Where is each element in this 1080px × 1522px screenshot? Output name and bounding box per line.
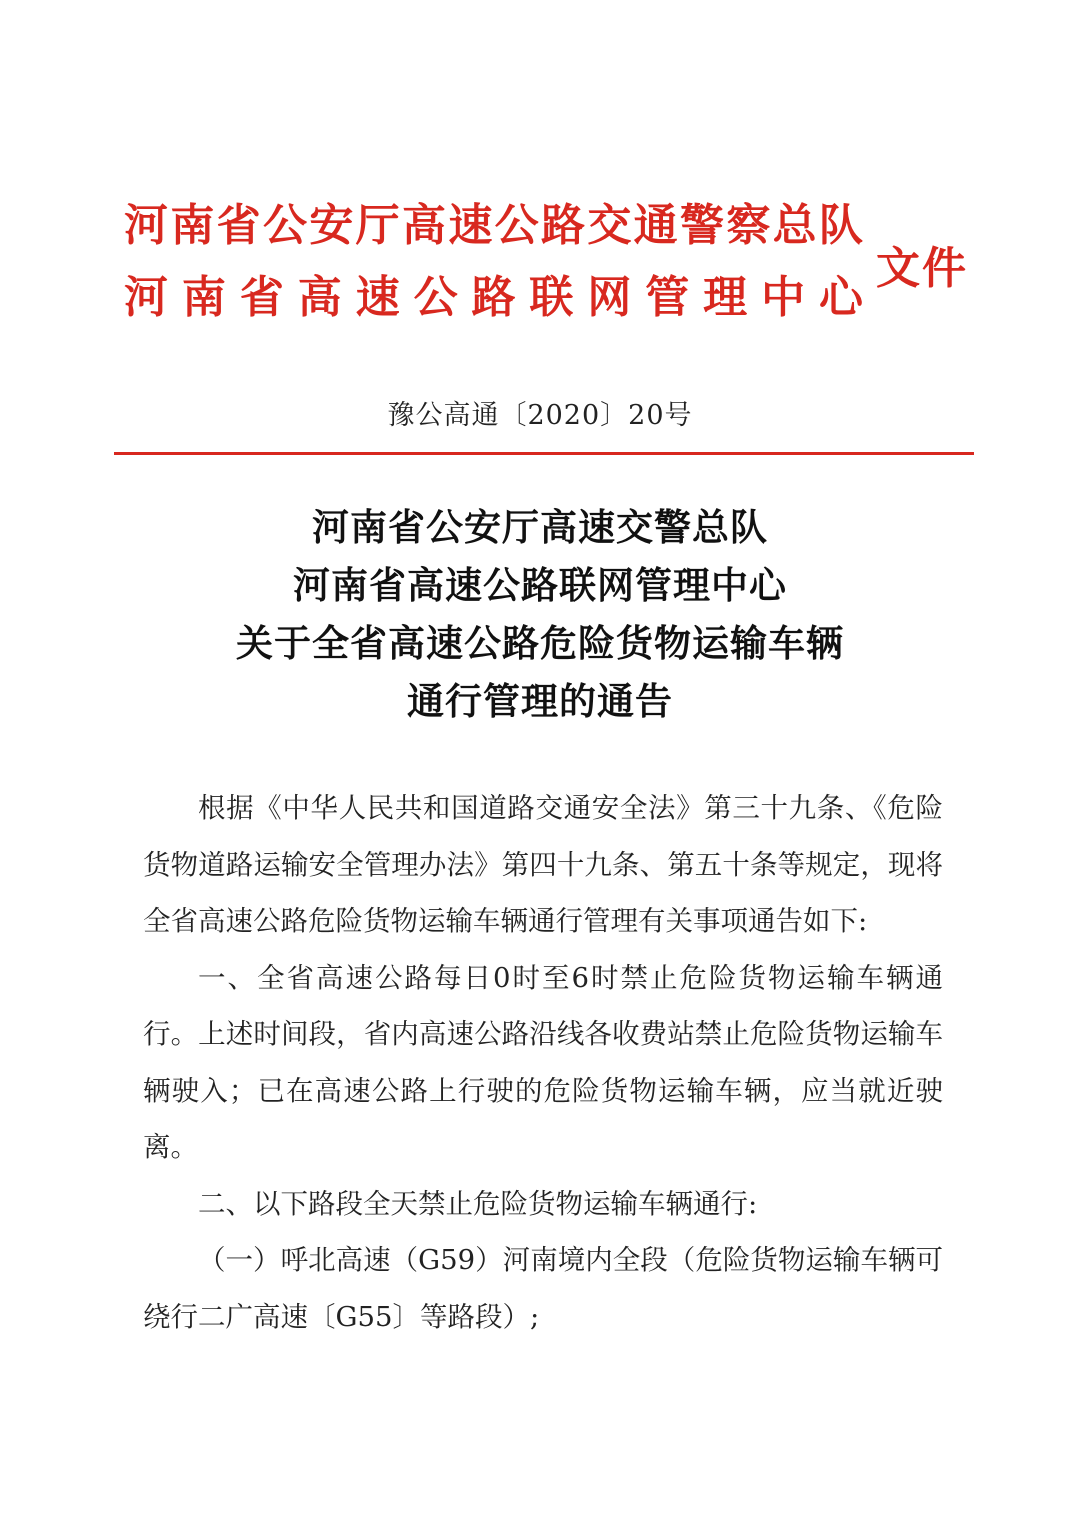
body-paragraph-preamble: 根据《中华人民共和国道路交通安全法》第三十九条、《危险货物道路运输安全管理办法》第四十九条、第五十条等规定，现将全省高速公路危险货物运输车辆通行管理有关事项通告如下:	[143, 792, 943, 937]
body-paragraph-item-1: 一、全省高速公路每日0时至6时禁止危险货物运输车辆通行。上述时间段，省内高速公路沿线各收费站禁止危险货物运输车辆驶入；已在高速公路上行驶的危险货物运输车辆，应当就近驶离。	[143, 961, 943, 1163]
notice-body	[143, 780, 943, 1345]
notice-title	[0, 498, 1080, 730]
title-line: 河南省高速公路联网管理中心	[293, 563, 787, 607]
body-paragraph-subitem-1: （一）呼北高速（G59）河南境内全段（危险货物运输车辆可绕行二广高速〔G55〕等路段）;	[143, 1244, 943, 1333]
document-header	[124, 200, 864, 324]
title-line: 关于全省高速公路危险货物运输车辆	[236, 621, 844, 665]
issuer-name-police: 河南省公安厅高速公路交通警察总队	[124, 200, 864, 251]
red-divider-line	[114, 452, 974, 455]
title-line: 通行管理的通告	[407, 679, 673, 723]
title-line: 河南省公安厅高速交警总队	[312, 505, 768, 549]
document-type-label: 文件	[876, 243, 968, 294]
document-number: 豫公高通〔2020〕20号	[387, 400, 693, 431]
body-paragraph-item-2: 二、以下路段全天禁止危险货物运输车辆通行:	[198, 1187, 758, 1220]
issuer-name-network-center: 河南省高速公路联网管理中心	[124, 272, 864, 323]
